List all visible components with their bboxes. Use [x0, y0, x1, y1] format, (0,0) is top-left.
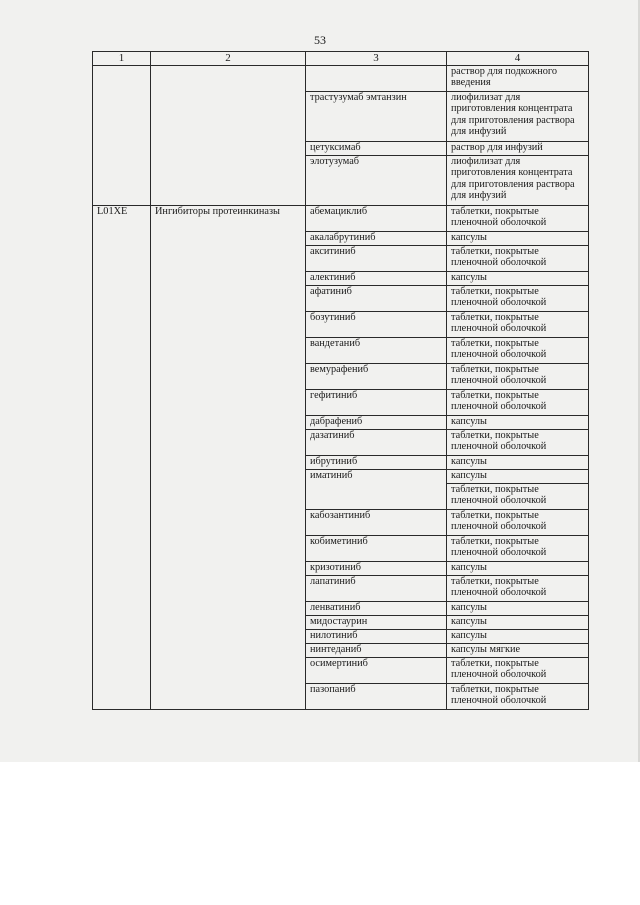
column-header: 1 [93, 52, 151, 66]
drug-cell: гефитиниб [306, 390, 447, 416]
drug-cell: элотузумаб [306, 156, 447, 206]
code-cell [93, 66, 151, 206]
form-cell: таблетки, покрытые пленочной оболочкой [447, 536, 589, 562]
drug-cell: кабозантиниб [306, 510, 447, 536]
form-cell: раствор для инфузий [447, 142, 589, 156]
drug-cell: кобиметиниб [306, 536, 447, 562]
form-cell: таблетки, покрытые пленочной оболочкой [447, 684, 589, 710]
form-cell: капсулы [447, 630, 589, 644]
form-cell: капсулы [447, 470, 589, 484]
column-header: 3 [306, 52, 447, 66]
drug-cell [306, 66, 447, 92]
form-cell: таблетки, покрытые пленочной оболочкой [447, 286, 589, 312]
table-row [93, 66, 589, 92]
drug-cell: абемациклиб [306, 206, 447, 232]
drug-cell: трастузумаб эмтанзин [306, 92, 447, 142]
drug-cell: бозутиниб [306, 312, 447, 338]
form-cell: таблетки, покрытые пленочной оболочкой [447, 246, 589, 272]
drug-cell: ибрутиниб [306, 456, 447, 470]
form-cell: раствор для подкожного введения [447, 66, 589, 92]
group-cell [151, 66, 306, 206]
form-cell: капсулы [447, 232, 589, 246]
drug-cell: кризотиниб [306, 562, 447, 576]
form-cell: лиофилизат для приготовления концентрата для приготовления раствора для инфузий [447, 156, 589, 206]
drug-cell: осимертиниб [306, 658, 447, 684]
form-cell: таблетки, покрытые пленочной оболочкой [447, 484, 589, 510]
drug-cell: алектиниб [306, 272, 447, 286]
form-cell: капсулы [447, 456, 589, 470]
form-cell: капсулы [447, 272, 589, 286]
column-header: 2 [151, 52, 306, 66]
form-cell: таблетки, покрытые пленочной оболочкой [447, 312, 589, 338]
form-cell: капсулы [447, 562, 589, 576]
form-cell: капсулы [447, 616, 589, 630]
form-cell: таблетки, покрытые пленочной оболочкой [447, 430, 589, 456]
column-header: 4 [447, 52, 589, 66]
table-row [93, 206, 589, 232]
form-cell: таблетки, покрытые пленочной оболочкой [447, 390, 589, 416]
header-row [93, 52, 589, 66]
medication-table [92, 51, 589, 710]
drug-cell: пазопаниб [306, 684, 447, 710]
form-cell: лиофилизат для приготовления концентрата для приготовления раствора для инфузий [447, 92, 589, 142]
form-cell: капсулы [447, 416, 589, 430]
page-number: 53 [314, 33, 326, 47]
form-cell: капсулы мягкие [447, 644, 589, 658]
drug-cell: акситиниб [306, 246, 447, 272]
drug-cell: акалабрутиниб [306, 232, 447, 246]
form-cell: таблетки, покрытые пленочной оболочкой [447, 658, 589, 684]
form-cell: таблетки, покрытые пленочной оболочкой [447, 510, 589, 536]
drug-cell: дабрафениб [306, 416, 447, 430]
form-cell: таблетки, покрытые пленочной оболочкой [447, 206, 589, 232]
form-cell: таблетки, покрытые пленочной оболочкой [447, 576, 589, 602]
form-cell: таблетки, покрытые пленочной оболочкой [447, 338, 589, 364]
drug-cell: вемурафениб [306, 364, 447, 390]
drug-cell: цетуксимаб [306, 142, 447, 156]
drug-cell: мидостаурин [306, 616, 447, 630]
atc-code-cell: L01XE [93, 206, 151, 710]
drug-cell: афатиниб [306, 286, 447, 312]
drug-cell: ленватиниб [306, 602, 447, 616]
drug-cell: дазатиниб [306, 430, 447, 456]
drug-cell: вандетаниб [306, 338, 447, 364]
form-cell: капсулы [447, 602, 589, 616]
drug-cell: нинтеданиб [306, 644, 447, 658]
form-cell: таблетки, покрытые пленочной оболочкой [447, 364, 589, 390]
drug-cell: иматиниб [306, 470, 447, 510]
drug-cell: нилотиниб [306, 630, 447, 644]
drug-cell: лапатиниб [306, 576, 447, 602]
group-name-cell: Ингибиторы протеинкиназы [151, 206, 306, 710]
